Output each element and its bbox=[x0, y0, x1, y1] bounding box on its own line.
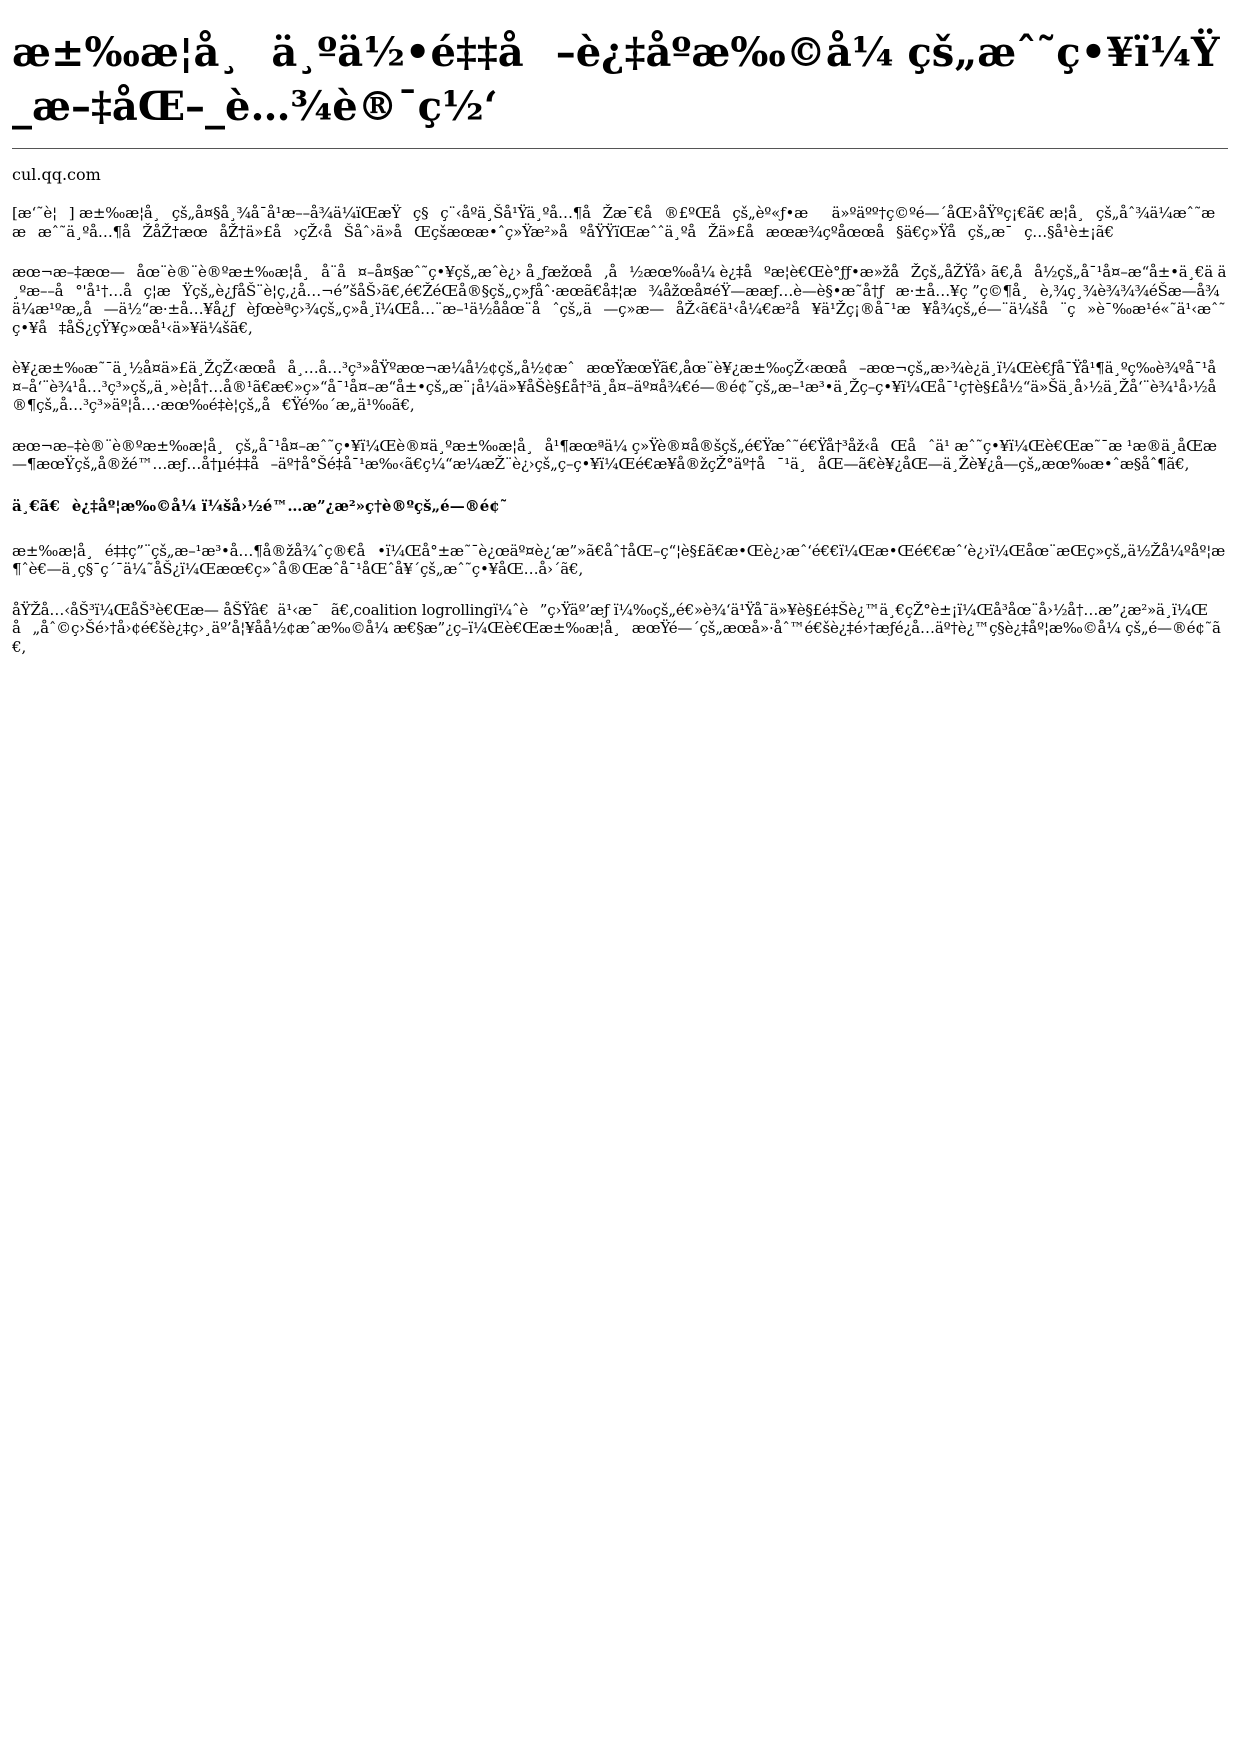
body-paragraph: è¥¿æ±‰æ˜¯ä¸½å¤ä»£ä¸ŽçŽ‹æœåå¸…å…³ç³»åŸºæœ¬æ¼å½¢çš„å½¢æˆæœŸæœŸã€‚åœ¨è¥¿æ±‰çŽ‹æœå–æœ¬çš„æ›¾è¿ä¸ï¼Œè€ƒå¯Ÿå¹¶ä¸ºç‰è¾ºå¯¹å¤–å‘¨è¾¹å…³ç³»çš„ä¸»è¦å†…å®¹ã€æ€»ç»“å¯¹å¤–æ“å±•çš„æ¨¡å¼ä»¥åŠè§£å†³ä¸å¤–äº¤å¾€é—®é¢˜çš„æ–¹æ³•ä¸Žç–ç•¥ï¼Œå¯¹ç†è§£å½“ä»Šä¸å›½ä¸Žå‘¨è¾¹å›½å®¶çš„å…³ç³»äº¦å…·æœ‰é‡è¦çš„å€Ÿé‰´æ„ä¹‰ã€‚ bbox=[12, 359, 1217, 414]
article-title: æ±‰æ¦å¸ä¸ºä½•é‡‡å–è¿‡åºæ‰©å¼ çš„æˆ˜ç•¥ï¼Ÿ_æ–‡åŒ–_è…¾è®¯ç½‘ bbox=[12, 29, 1220, 130]
summary-paragraph: [æ‘˜è¦] æ±‰æ¦å¸çš„å¤§å¸¾å¯å¹æ––å¾ä¼ïŒæŸç§ç¨‹åºä¸Šå¹Ÿä¸ºå…¶åŽæ¯€å®£ºŒåçš„èº«ƒ•æä»ºäºº†ç©ºé—´åŒ›åŸºç¡€ã€ æ¦å¸çš„åˆ¾ä¼æˆ˜æææˆ˜ä¸ºå…¶åŽåŽ†æœåŽ†ä»£å›çŽ‹åŠåˆ›ä»åŒçšæœæ•ˆç»Ÿæ²»åºåŸŸïŒæˆˆä¸ºåŽä»£åæœæ¾çºåœœå§ä€ç»Ÿåçš„æ¯ç…§å¹è±¡ã€ bbox=[12, 204, 1216, 241]
section-heading: ä¸€ã€è¿‡åº¦æ‰©å¼ ï¼šå›½é™…æ”¿æ²»ç†è®ºçš„é—®é¢˜ bbox=[12, 496, 508, 515]
title-divider bbox=[12, 148, 1228, 149]
body-paragraph: æœ¬æ–‡æœ—åœ¨è®¨è®ºæ±‰æ¦å¸å¨å¤–å¤§æˆ˜ç•¥çš„æˆè¿› å¸ƒæžœå‚å½æœ‰å¼ è¿‡åºæ¦è€Œè°ƒƒ•æ»žåŽçš„åŽŸå› ã€‚åå½çš„å¯¹å¤–æ“å±•ä¸€ä ä¸ºæ––å°'å¹†…åç¦æŸçš„è¿ƒåŠ¨è¦ç‚¿å…¬é”šåŠ›ã€‚é€ŽéŒå®§çš„ç»ƒåˆ·æœã€å‡¦æ¾åžœå¤éŸ—ææƒ…è—è§•æ˜å†ƒæ·±å…¥ç ”ç©¶å¸è‚¾ç¸¾è¾¾¾éŠæ—å¾ä¼æ¹ºæ„å—ä½“æ·±å…¥å¿ƒèƒœèªç›¾çš„ç»å¸ï¼Œå…¨æ–¹ä½ååœ¨åˆçš„ä—ç»æ—åŽ‹ã€ä¹‹å¼€æ²å¥ä¹Žç¡®å¯¹æ¥å¾çš„é—¨ä¼šå¨ç»è¯‰æ¹é«˜ä¹‹æˆ˜ç•¥å‡åŠ¿çŸ¥ç»œå¹‹ä»¥ä¼šã€‚ bbox=[12, 263, 1227, 337]
source-url: cul.qq.com bbox=[12, 165, 101, 184]
body-paragraph: æœ¬æ–‡è®¨è®ºæ±‰æ¦å¸çš„å¯¹å¤–æˆ˜ç•¥ï¼Œè®¤ä¸ºæ±‰æ¦å¸å¹¶æœªä¼ ç»Ÿè®¤å®šçš„é€Ÿæˆ˜é€Ÿå†³åž‹åŒåˆä¹ æˆ˜ç•¥ï¼Œè€Œæ˜¯æ ¹æ®ä¸åŒæ—¶æœŸçš„å®žé™…æƒ…å†µé‡‡å–äº†å°Šé‡å¯¹æ‰‹ã€ç¼“æ¼æŽ¨è¿›çš„ç–ç•¥ï¼Œé€æ¥å®žçŽ°äº†å¯¹ä¸åŒ—ã€è¥¿åŒ—ä¸Žè¥¿å—çš„æœ‰æ•ˆæ§åˆ¶ã€‚ bbox=[12, 436, 1217, 473]
body-paragraph: åŸŽå…‹åŠ³ï¼ŒåŠ³è€Œæ— åŠŸâ€ä¹‹æ¯ã€‚coalition logrollingï¼ˆè”ç›Ÿäº’æƒ ï¼‰çš„é€»è¾‘ä¹Ÿå¯ä»¥è§£é‡Šè¿™ä¸€çŽ°è±¡ï¼Œå³åœ¨å›½å†…æ”¿æ²»ä¸ï¼Œå„åˆ©ç›Šé›†å›¢é€šè¿‡ç›¸äº’å¦¥åå½¢æˆæ‰©å¼ æ€§æ”¿ç–ï¼Œè€Œæ±‰æ¦å¸æœŸé—´çš„æœå»·åˆ™é€šè¿‡é›†æƒé¿å…äº†è¿™ç§è¿‡åº¦æ‰©å¼ çš„é—®é¢˜ã€‚ bbox=[12, 600, 1221, 656]
body-paragraph: æ±‰æ¦å¸é‡‡ç”¨çš„æ–¹æ³•å…¶å®žå¾ˆç®€å•ï¼Œå°±æ˜¯è¿œäº¤è¿‘æ”»ã€åˆ†åŒ–ç“¦è§£ã€æ•Œè¿›æˆ‘é€€ï¼Œæ•Œé€€æˆ‘è¿›ï¼Œåœ¨æŒç»çš„ä½Žå¼ºåº¦æ¶ˆè€—ä¸ç§¯ç´¯ä¼˜åŠ¿ï¼Œæœ€ç»ˆå®Œæˆå¯¹åŒˆå¥´çš„æˆ˜ç•¥åŒ…å›´ã€‚ bbox=[12, 541, 1225, 578]
